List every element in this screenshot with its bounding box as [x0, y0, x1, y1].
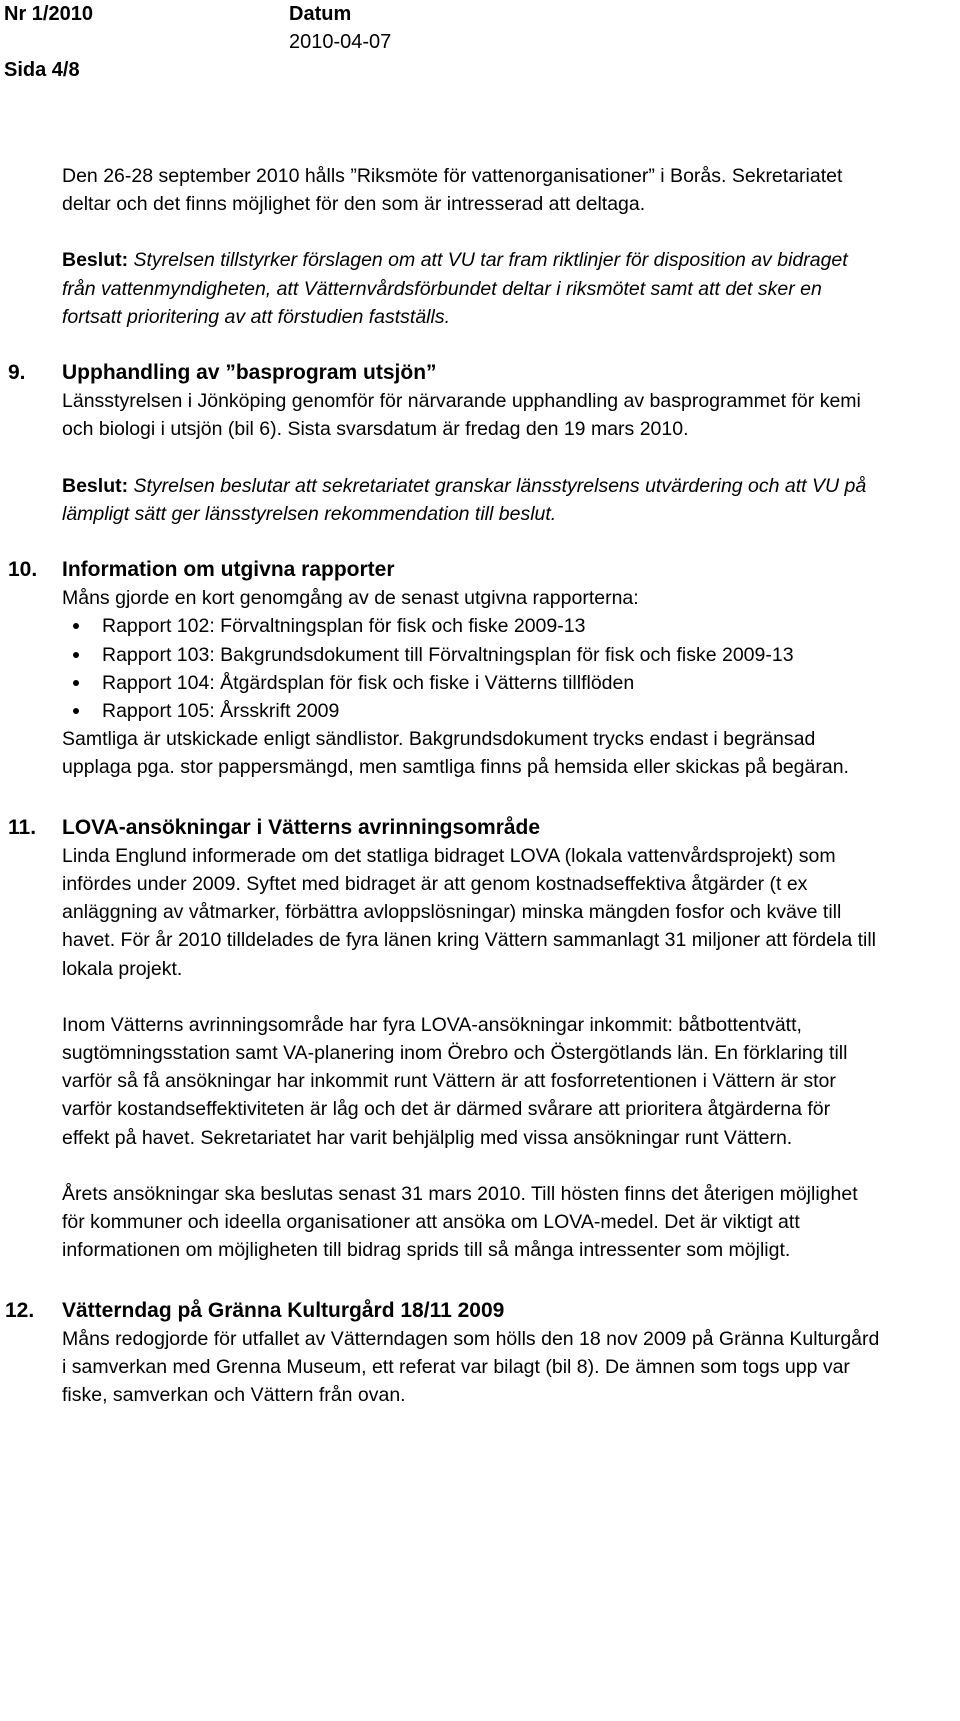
section-title: Upphandling av ”basprogram utsjön” [62, 361, 437, 385]
section-decision [62, 472, 880, 528]
list-item: Rapport 103: Bakgrundsdokument till Förvaltningsplan för fisk och fiske 2009-13 [62, 641, 880, 669]
section-paragraph-2: Inom Vätterns avrinningsområde har fyra LOVA-ansökningar inkommit: båtbottentvätt, sugtömningsstation samt VA-planering inom Örebro och Östergötlands län. En förklaring till varför så få ansökningar har inkommit runt Vättern är att fosforretentionen i Vättern är stor varför kostandseffektiviteten är låg och det är därmed svårare att prioritera åtgärderna för effekt på havet. Sekretariatet har varit behjälplig med vissa ansökningar runt Vättern. [62, 1013, 848, 1149]
section-heading [8, 359, 880, 387]
section-intro: Måns gjorde en kort genomgång av de senast utgivna rapporterna: [62, 587, 639, 610]
section-heading [8, 814, 880, 842]
section-12 [0, 1297, 880, 1410]
section-paragraph-3: Årets ansökningar ska beslutas senast 31 mars 2010. Till hösten finns det återigen möjlighet för kommuner och ideella organisationer att ansöka om LOVA-medel. Det är viktigt att informationen om möjligheten till bidrag sprids till så många intressenter som möjligt. [62, 1182, 858, 1262]
list-item: Rapport 104: Åtgärdsplan för fisk och fiske i Vätterns tillflöden [62, 669, 880, 697]
section-number: 10. [8, 558, 38, 582]
section-11 [0, 814, 880, 1265]
section-title: LOVA-ansökningar i Vätterns avrinningsområde [62, 815, 541, 839]
list-item: Rapport 105: Årsskrift 2009 [62, 697, 880, 725]
section-body: Länsstyrelsen i Jönköping genomför för närvarande upphandling av basprogrammet för kemi och biologi i utsjön (bil 6). Sista svarsdatum är fredag den 19 mars 2010. [62, 390, 861, 441]
report-list [62, 612, 880, 725]
section-9 [0, 359, 880, 528]
section-number: 11. [8, 815, 37, 839]
section-title: Information om utgivna rapporter [62, 558, 395, 582]
section-10 [0, 556, 880, 782]
section-outro: Samtliga är utskickade enligt sändlistor. Bakgrundsdokument trycks endast i begränsad upplaga pga. stor pappersmängd, men samtliga finns på hemsida eller skickas på begäran. [62, 728, 849, 779]
date-value: 2010-04-07 [289, 31, 392, 53]
section-body: Måns redogjorde för utfallet av Vätterndagen som hölls den 18 nov 2009 på Gränna Kulturgård i samverkan med Grenna Museum, ett referat var bilagt (bil 8). De ämnen som togs upp var fiske, samverkan och Vättern från ovan. [62, 1327, 880, 1407]
decision-text: Styrelsen beslutar att sekretariatet granskar länsstyrelsens utvärdering och att VU på lämpligt sätt ger länsstyrelsen rekommendation till beslut. [62, 474, 867, 525]
decision-label: Beslut: [62, 474, 129, 497]
section-heading [8, 556, 880, 584]
decision-text: Styrelsen tillstyrker förslagen om att VU tar fram riktlinjer för disposition av bidraget från vattenmyndigheten, att Vätternvårdsförbundet deltar i riksmötet samt att det sker en fortsatt prioritering av att förstudien fastställs. [62, 249, 848, 328]
section-number: 12. [5, 1298, 35, 1322]
section-heading [5, 1297, 880, 1325]
intro-paragraph: Den 26-28 september 2010 hålls ”Riksmöte för vattenorganisationer” i Borås. Sekretariatet deltar och det finns möjlighet för den som är intresserad att deltaga. [62, 165, 843, 216]
page-indicator: Sida 4/8 [4, 59, 80, 81]
section-number: 9. [8, 361, 26, 385]
document-body [0, 162, 960, 1409]
page-header [0, 0, 960, 90]
list-item: Rapport 102: Förvaltningsplan för fisk och fiske 2009-13 [62, 612, 880, 640]
date-label: Datum [289, 3, 352, 25]
decision-label: Beslut: [62, 249, 129, 272]
section-paragraph-1: Linda Englund informerade om det statliga bidraget LOVA (lokala vattenvårdsprojekt) som infördes under 2009. Syftet med bidraget är att genom kostnadseffektiva åtgärder (t ex anläggning av våtmarker, förbättra avloppslösningar) minska mängden fosfor och kväve till havet. För år 2010 tilldelades de fyra länen kring Vättern sammanlagt 31 miljoner att fördela till lokala projekt. [62, 844, 877, 980]
document-number: Nr 1/2010 [4, 3, 93, 25]
intro-block [0, 162, 880, 331]
section-title: Vätterndag på Gränna Kulturgård 18/11 2009 [62, 1298, 505, 1322]
intro-decision [62, 246, 880, 331]
